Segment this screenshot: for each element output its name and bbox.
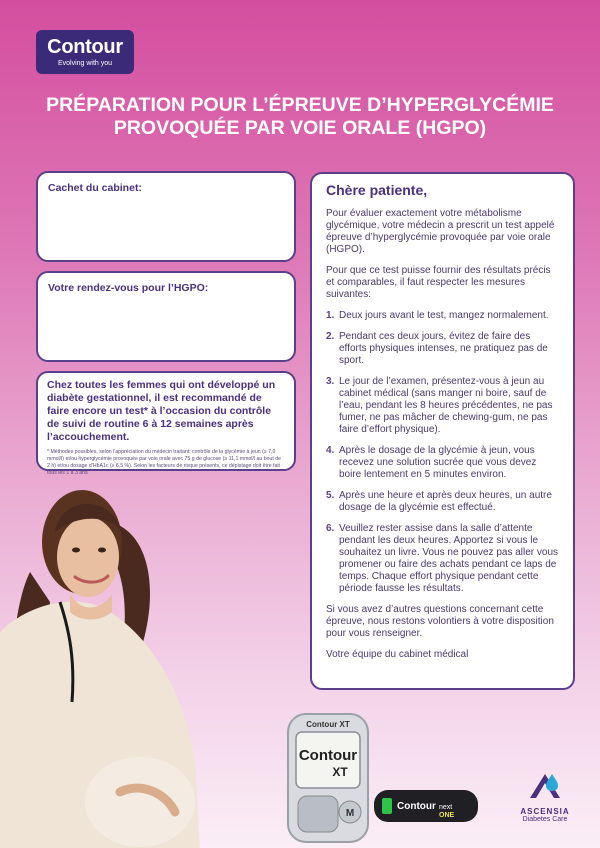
logo-wordmark: Contour	[47, 36, 123, 58]
instruction-step	[326, 331, 559, 367]
step-text: Le jour de l’examen, présentez-vous à jeun au cabinet médical (sans manger ni boire, sauf de l’eau, pendant les 8 heures précédentes, ne pas fumer, ne pas mâcher de chewing-gum, ne pas faire d’effort physique).	[339, 376, 553, 435]
ascensia-mark-icon	[528, 772, 562, 800]
step-number: 6.	[326, 523, 335, 534]
instruction-step	[326, 445, 559, 481]
instruction-step	[326, 490, 559, 514]
usb-meter-brand: Contour	[397, 801, 436, 812]
stamp-label: Cachet du cabinet:	[48, 182, 142, 194]
recommendation-footnote: * Méthodes possibles, selon l’appréciation du médecin traitant: contrôle de la glycémie à jeun (≥ 7,0 mmol/l) et/ou hyperglycémie provoquée par voie orale avec 75 g de glucose (≥ 11,1 mmol/l au bout de 2 h) et/ou dosage d’HbA1c (≥ 6,5 %). Selon les facteurs de risque présents, ce dépistage doit être fait tous les 1 à 3 ans	[47, 449, 282, 476]
meter-brand: Contour XT	[306, 720, 350, 729]
step-text: Deux jours avant le test, mangez normalement.	[339, 310, 549, 321]
patient-letter	[310, 172, 575, 690]
contour-devices	[282, 712, 482, 848]
instruction-step	[326, 523, 559, 595]
step-number: 4.	[326, 445, 335, 456]
letter-closing: Si vous avez d’autres questions concernant cette épreuve, nous restons volontiers à votre disposition pour vous renseigner.	[326, 604, 554, 639]
meter-screen-model: XT	[332, 765, 348, 779]
ascensia-name: ASCENSIA	[520, 807, 570, 816]
step-text: Pendant ces deux jours, évitez de faire des efforts physiques intenses, ne pratiquez pas de sport.	[339, 331, 548, 366]
ascensia-logo	[510, 772, 580, 823]
step-number: 2.	[326, 331, 335, 342]
page-title	[20, 94, 580, 140]
step-number: 1.	[326, 310, 335, 321]
logo-tagline: Evolving with you	[57, 60, 113, 67]
step-number: 5.	[326, 490, 335, 501]
instruction-step	[326, 376, 559, 436]
letter-intro-1: Pour évaluer exactement votre métabolisme glycémique, votre médecin a prescrit un test appelé épreuve d’hyperglycémie provoquée par voie orale (HGPO).	[326, 208, 555, 255]
meter-screen-brand: Contour	[298, 747, 358, 764]
stamp-box	[36, 171, 296, 262]
title-line-2: PROVOQUÉE PAR VOIE ORALE (HGPO)	[113, 117, 487, 139]
step-number: 3.	[326, 376, 335, 387]
step-text: Après une heure et après deux heures, un autre dosage de la glycémie est effectué.	[339, 490, 552, 513]
step-text: Veuillez rester assise dans la salle d’attente pendant les deux heures. Apportez si vous le souhaitez un livre. Vous ne pouvez pas aller vous promener ou faire des achats pendant ce laps de temps. Chaque effort physique pendant cette période fausse les résultats.	[339, 523, 559, 594]
letter-intro-2: Pour que ce test puisse fournir des résultats précis et comparables, il faut respecter les mesures suivantes:	[326, 265, 551, 300]
contour-logo	[36, 30, 134, 74]
recommendation-text: Chez toutes les femmes qui ont développé un diabète gestationnel, il est recommandé de faire encore un test* à l’occasion du contrôle de suivi de routine 6 à 12 semaines après l’accouchement.	[47, 379, 276, 443]
letter-signature: Votre équipe du cabinet médical	[326, 649, 469, 660]
meter-button-label: M	[345, 808, 355, 819]
recommendation-box	[36, 371, 296, 476]
letter-greeting: Chère patiente,	[326, 182, 428, 198]
usb-meter-model-next: next	[439, 804, 453, 811]
ascensia-subtitle: Diabetes Care	[522, 816, 568, 823]
appointment-box	[36, 271, 296, 362]
title-line-1: PRÉPARATION POUR L’ÉPREUVE D’HYPERGLYCÉMIE	[46, 94, 554, 116]
step-text: Après le dosage de la glycémie à jeun, vous recevez une solution sucrée que vous devez boire lentement en 5 minutes environ.	[339, 445, 537, 480]
appointment-label: Votre rendez-vous pour l’HGPO:	[48, 282, 209, 294]
instruction-step	[326, 310, 559, 322]
instruction-list	[326, 310, 559, 595]
usb-meter-model-one: ONE	[439, 812, 455, 819]
pregnant-woman-photo	[0, 462, 200, 848]
